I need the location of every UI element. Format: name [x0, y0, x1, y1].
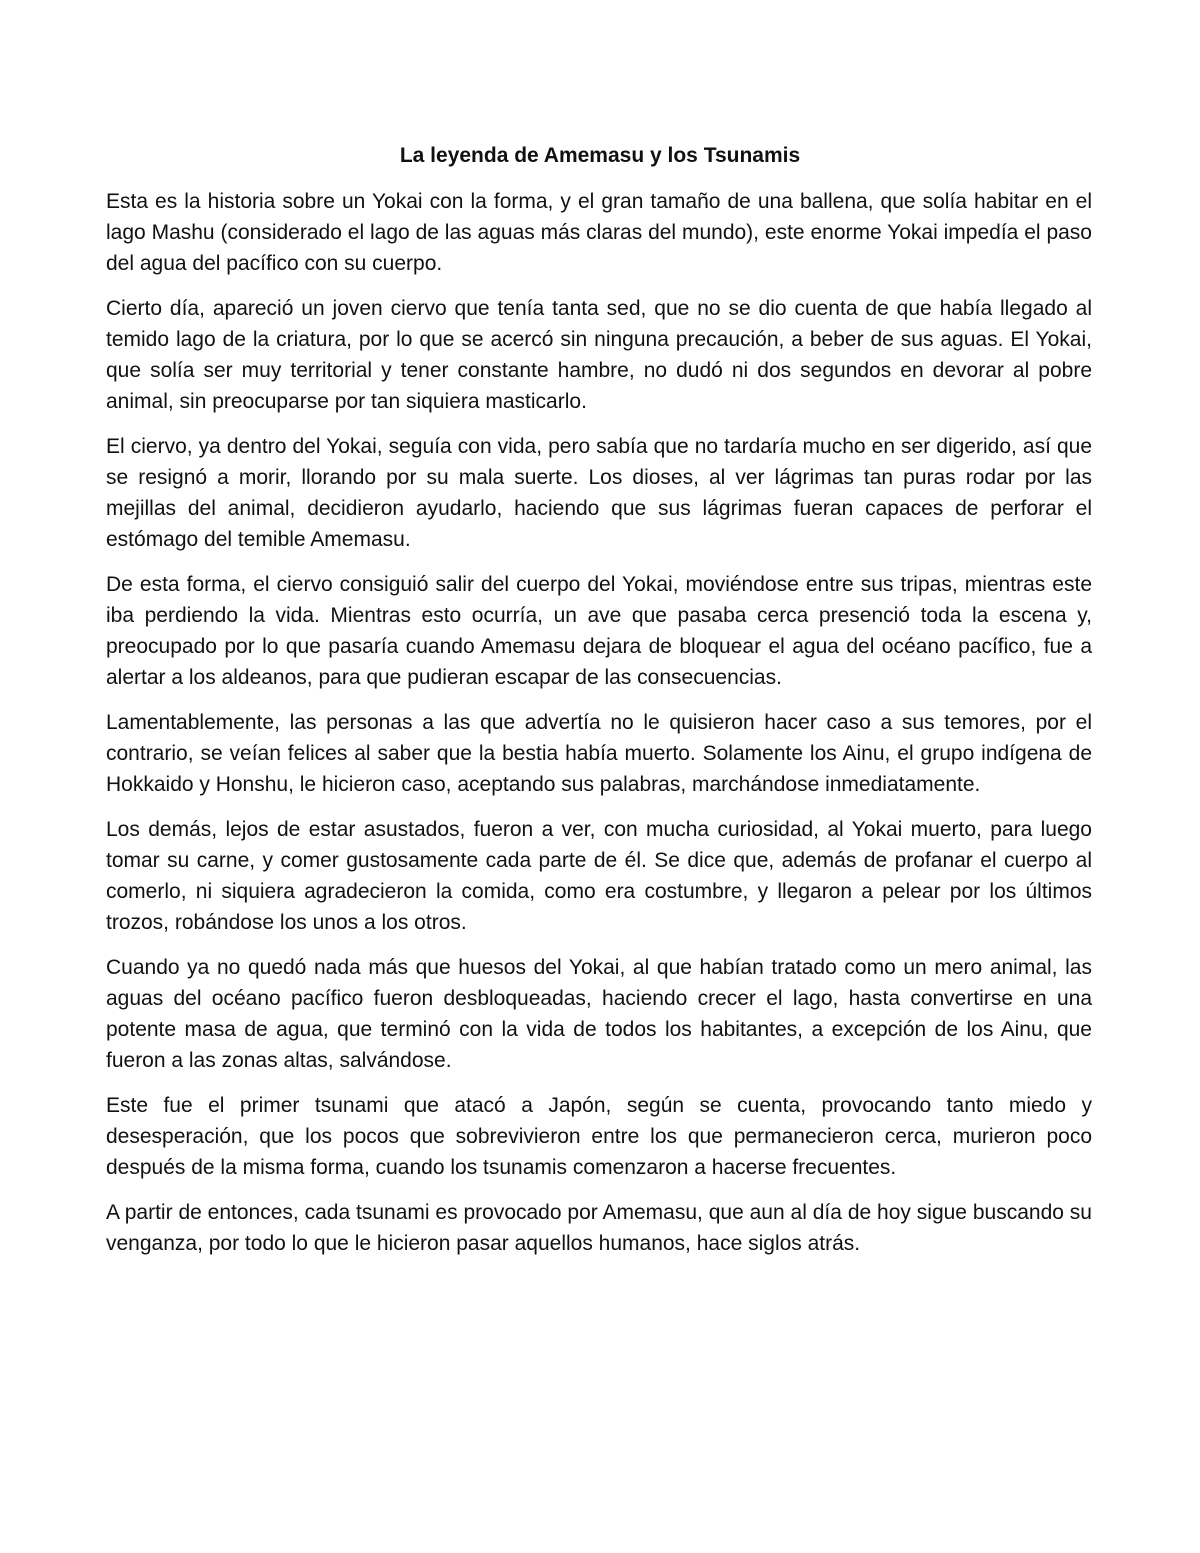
paragraph-8: Este fue el primer tsunami que atacó a Japón, según se cuenta, provocando tanto miedo y desesperación, que los pocos que sobrevivieron entre los que permanecieron cerca, murieron poco después de la misma forma, cuando los tsunamis comenzaron a hacerse frecuentes. — [106, 1094, 1092, 1179]
paragraph-3: El ciervo, ya dentro del Yokai, seguía con vida, pero sabía que no tardaría mucho en ser digerido, así que se resignó a morir, llorando por su mala suerte. Los dioses, al ver lágrimas tan puras rodar por las mejillas del animal, decidieron ayudarlo, haciendo que sus lágrimas fueran capaces de perforar el estómago del temible Amemasu. — [106, 435, 1092, 551]
document-title: La leyenda de Amemasu y los Tsunamis — [399, 144, 801, 167]
paragraph-1: Esta es la historia sobre un Yokai con la forma, y el gran tamaño de una ballena, que solía habitar en el lago Mashu (considerado el lago de las aguas más claras del mundo), este enorme Yokai impedía el paso del agua del pacífico con su cuerpo. — [106, 190, 1092, 275]
paragraph-5: Lamentablemente, las personas a las que advertía no le quisieron hacer caso a sus temores, por el contrario, se veían felices al saber que la bestia había muerto. Solamente los Ainu, el grupo indígena de Hokkaido y Honshu, le hicieron caso, aceptando sus palabras, marchándose inmediatamente. — [106, 711, 1092, 796]
document-body — [106, 186, 1092, 1273]
paragraph-7: Cuando ya no quedó nada más que huesos del Yokai, al que habían tratado como un mero animal, las aguas del océano pacífico fueron desbloqueadas, haciendo crecer el lago, hasta convertirse en una potente masa de agua, que terminó con la vida de todos los habitantes, a excepción de los Ainu, que fueron a las zonas altas, salvándose. — [106, 956, 1092, 1072]
paragraph-4: De esta forma, el ciervo consiguió salir del cuerpo del Yokai, moviéndose entre sus tripas, mientras este iba perdiendo la vida. Mientras esto ocurría, un ave que pasaba cerca presenció toda la escena y, preocupado por lo que pasaría cuando Amemasu dejara de bloquear el agua del océano pacífico, fue a alertar a los aldeanos, para que pudieran escapar de las consecuencias. — [106, 573, 1092, 689]
paragraph-6: Los demás, lejos de estar asustados, fueron a ver, con mucha curiosidad, al Yokai muerto, para luego tomar su carne, y comer gustosamente cada parte de él. Se dice que, además de profanar el cuerpo al comerlo, ni siquiera agradecieron la comida, como era costumbre, y llegaron a pelear por los últimos trozos, robándose los unos a los otros. — [106, 818, 1092, 934]
paragraph-9: A partir de entonces, cada tsunami es provocado por Amemasu, que aun al día de hoy sigue buscando su venganza, por todo lo que le hicieron pasar aquellos humanos, hace siglos atrás. — [106, 1201, 1092, 1255]
paragraph-2: Cierto día, apareció un joven ciervo que tenía tanta sed, que no se dio cuenta de que había llegado al temido lago de la criatura, por lo que se acercó sin ninguna precaución, a beber de sus aguas. El Yokai, que solía ser muy territorial y tener constante hambre, no dudó ni dos segundos en devorar al pobre animal, sin preocuparse por tan siquiera masticarlo. — [106, 297, 1092, 413]
